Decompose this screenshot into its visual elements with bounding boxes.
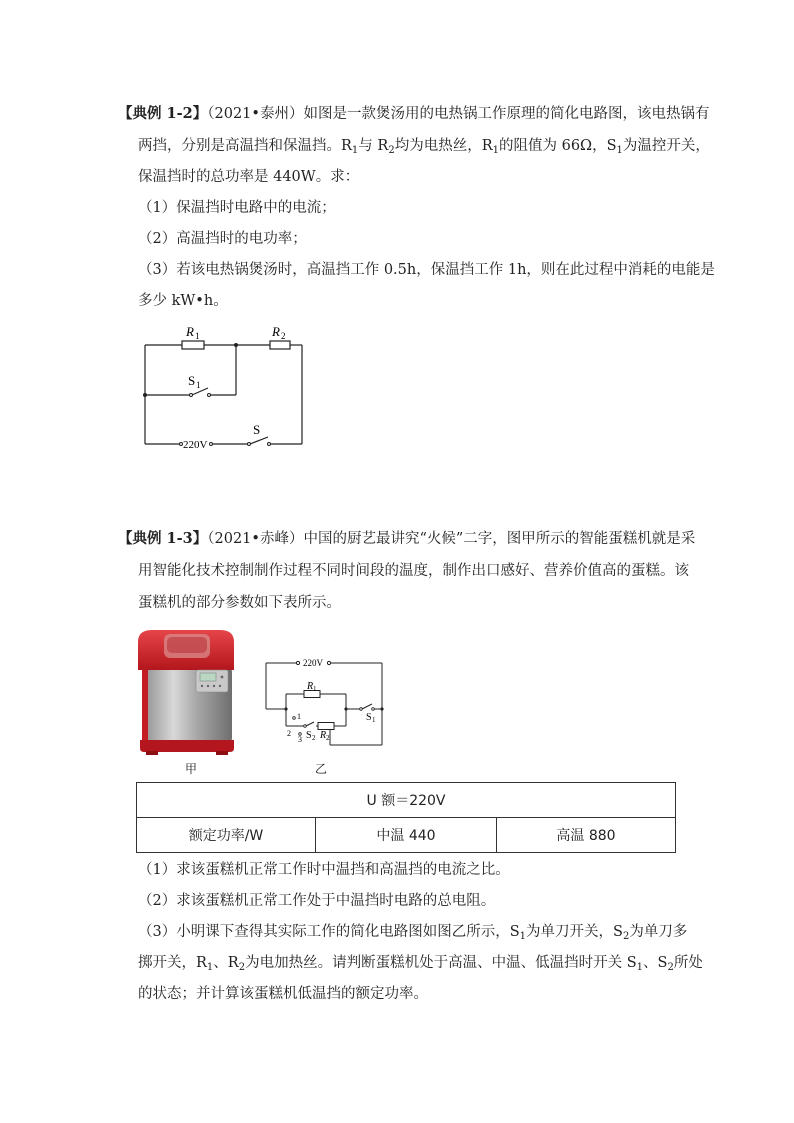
ex1-q2: （2）高温挡时的电功率； (138, 231, 307, 247)
sub: 1 (636, 962, 644, 973)
ex2-circuit-diagram (258, 652, 393, 752)
ex2-source: （2021•赤峰） (207, 531, 304, 547)
ex1-q3b: 多少 kW•h。 (138, 293, 228, 309)
s2-label: S (306, 730, 312, 741)
ex2-q3-line2-b: 、R (213, 955, 239, 971)
table-row (137, 783, 676, 818)
table-cell-high: 高温 880 (497, 818, 676, 853)
r1-sub: 1 (195, 331, 200, 341)
ex2-q3-line2-c: 为电加热丝。请判断蛋糕机处于高温、中温、低温挡时开关 S (245, 955, 637, 971)
r2-label: R (272, 324, 280, 339)
ex1-tag: 【典例 1-2】 (118, 105, 208, 122)
caption-yi: 乙 (315, 762, 328, 776)
r1-label: R (186, 324, 194, 339)
ex1-q3: （3）若该电热锅煲汤时，高温挡工作 0.5h，保温挡工作 1h，则在此过程中消耗的电能是 (138, 262, 715, 278)
s1-label: S (188, 373, 196, 388)
ex1-q1: （1）保温挡时电路中的电流； (138, 200, 336, 216)
ex2-q3-line3: 的状态；并计算该蛋糕机低温挡的额定功率。 (138, 986, 428, 1002)
s1-sub: 1 (196, 380, 201, 390)
r2-sub: 2 (326, 734, 330, 742)
r1-label: R (307, 681, 314, 692)
sub: 1 (351, 145, 359, 156)
ex2-q3-b: 为单刀开关，S (526, 924, 623, 940)
s-label: S (253, 422, 261, 437)
ex2-q2: （2）求该蛋糕机正常工作处于中温挡时电路的总电阻。 (138, 893, 496, 909)
r2-sub: 2 (281, 331, 286, 341)
ex2-q3-c: 为单刀多 (629, 924, 688, 940)
ex2-line1 (118, 529, 695, 549)
ex1-source: （2021•泰州） (207, 106, 304, 122)
sub: 2 (667, 962, 674, 973)
ex1-line1-text: 如图是一款煲汤用的电热锅工作原理的简化电路图，该电热锅有 (303, 106, 710, 122)
node-dot (234, 343, 238, 347)
sub: 1 (519, 931, 527, 942)
ex2-q1: （1）求该蛋糕机正常工作时中温挡和高温挡的电流之比。 (138, 862, 510, 878)
ex2-tag: 【典例 1-3】 (118, 530, 208, 547)
ex1-line1 (118, 104, 709, 124)
cake-machine-image (134, 628, 238, 756)
table-header-cell: U 额＝220V (137, 783, 676, 818)
ex2-line1-text: 中国的厨艺最讲究“火候”二字，图甲所示的智能蛋糕机就是采 (303, 531, 696, 547)
ex2-line2: 用智能化技术控制制作过程不同时间段的温度，制作出口感好、营养价值高的蛋糕。该 (138, 563, 689, 579)
voltage-label: 220V (303, 658, 323, 668)
sub: 1 (206, 962, 214, 973)
pos3-label: 3 (298, 735, 302, 744)
voltage-label: 220V (183, 439, 208, 451)
parameter-table (136, 782, 676, 853)
table-cell-mid: 中温 440 (316, 818, 497, 853)
s2-sub: 2 (312, 734, 316, 742)
caption-jia: 甲 (185, 762, 198, 776)
ex1-line2-c: 均为电热丝，R (394, 138, 493, 154)
ex1-line2-d: 的阻值为 66Ω，S (499, 138, 617, 154)
ex1-line3: 保温挡时的总功率是 440W。求： (138, 169, 360, 185)
sub: 2 (238, 962, 246, 973)
ex2-q3-line2-d: 、S (643, 955, 668, 971)
node-dot (143, 393, 147, 397)
sub: 1 (616, 145, 623, 156)
pos2-label: 2 (287, 729, 291, 738)
ex2-q3-line2-a: 掷开关，R (138, 955, 207, 971)
ex1-line2-a: 两挡，分别是高温挡和保温挡。R (138, 138, 352, 154)
ex2-q3-line2 (138, 953, 703, 978)
ex1-line2 (138, 136, 710, 161)
pos1-label: 1 (297, 712, 301, 721)
ex2-q3-line2-e: 所处 (673, 955, 703, 971)
s1-sub: 1 (372, 716, 376, 724)
sub: 2 (388, 145, 395, 156)
ex1-circuit-diagram (130, 318, 320, 453)
r2-label: R (320, 730, 327, 741)
sub: 2 (622, 931, 630, 942)
ex2-q3-a: （3）小明课下查得其实际工作的简化电路图如图乙所示，S (138, 924, 520, 940)
ex1-line2-e: 为温控开关， (622, 138, 710, 154)
ex2-q3 (138, 922, 687, 947)
ex2-line3: 蛋糕机的部分参数如下表所示。 (138, 595, 341, 611)
table-row (137, 818, 676, 853)
ex1-line2-b: 与 R (358, 138, 389, 154)
table-cell-label: 额定功率/W (137, 818, 316, 853)
r1-sub: 1 (313, 685, 317, 693)
s1-label: S (366, 712, 372, 723)
sub: 1 (492, 145, 499, 156)
